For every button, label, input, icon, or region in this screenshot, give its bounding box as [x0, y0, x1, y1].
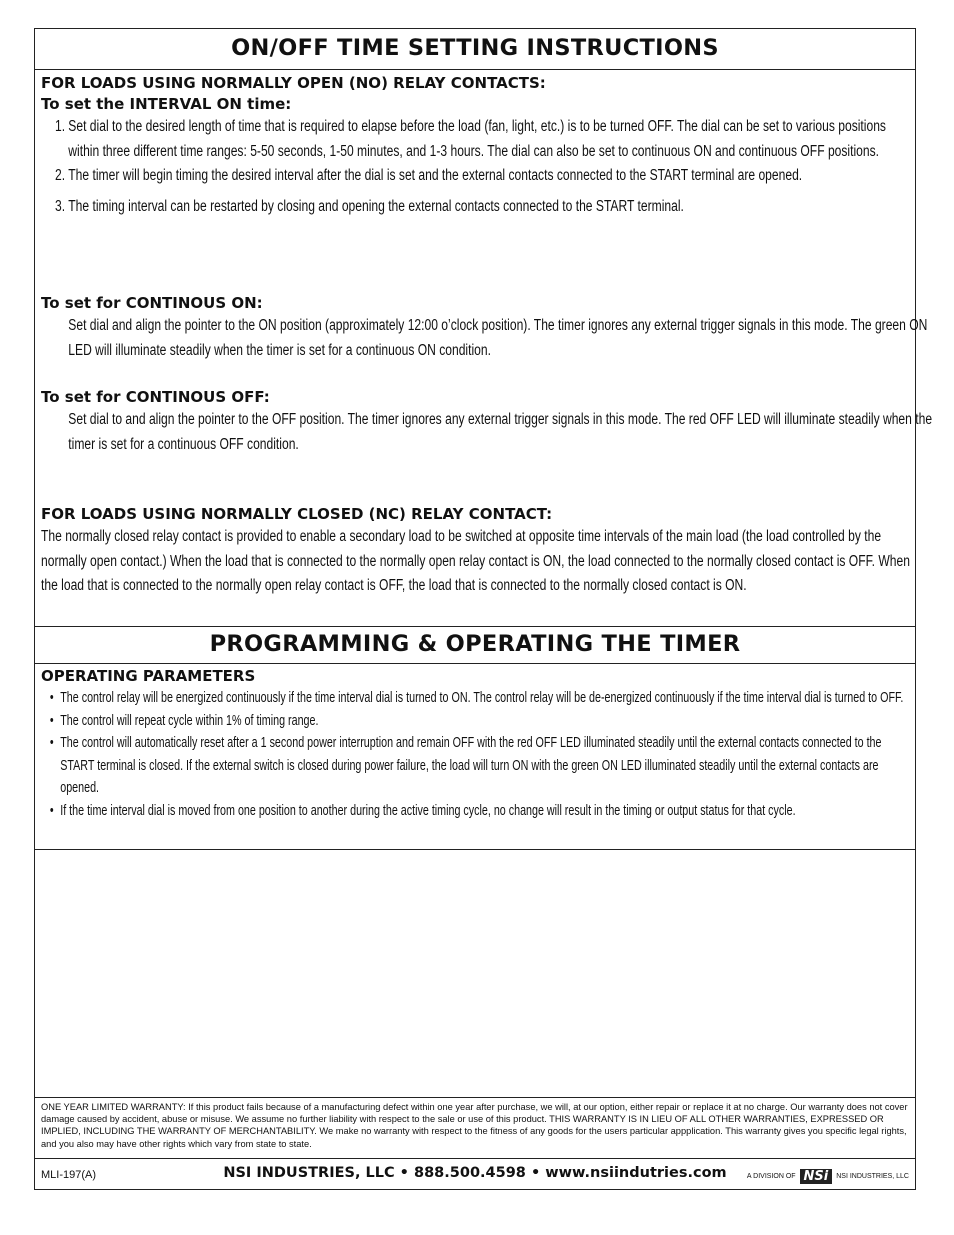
operating-parameters-section	[35, 666, 915, 822]
nc-relay-section	[35, 504, 915, 599]
bullet-text: The control will automatically reset after a 1 second power interruption and remain OFF with the red OFF LED illuminated steadily until the external contacts connected to the START terminal is closed. If the external switch is closed during power failure, the load will turn ON with the green ON LED illuminated steadily until the external contacts are opened.	[60, 735, 882, 796]
continuous-on-text: Set dial and align the pointer to the ON position (approximately 12:00 o’clock position). The timer ignores any external trigger signals in this mode. The green ON LED will illuminate steadily when the timer is set for a continuous ON condition.	[68, 317, 928, 359]
step-item	[41, 164, 914, 189]
section-header-programming: PROGRAMMING & OPERATING THE TIMER	[35, 626, 915, 664]
document-frame	[34, 28, 933, 1190]
footer	[35, 1161, 915, 1191]
section-header-time-setting: ON/OFF TIME SETTING INSTRUCTIONS	[35, 29, 915, 70]
division-mark	[747, 1169, 909, 1184]
step-text: Set dial to the desired length of time that is required to elapse before the load (fan, light, etc.) is to be turned OFF. The dial can be set to various positions within three different time ranges: 5-50 seconds, 1-50 minutes, and 1-3 hours. The dial can also be set to continuous ON and continuous OFF positions.	[68, 118, 886, 160]
operating-parameters-heading: OPERATING PARAMETERS	[41, 667, 256, 685]
bullet-item	[41, 732, 914, 800]
continuous-on-section	[35, 293, 928, 363]
division-company: NSI INDUSTRIES, LLC	[836, 1173, 909, 1180]
nc-relay-text: The normally closed relay contact is provided to enable a secondary load to be switched at opposite time intervals of the main load (the load controlled by the normally open contact.) When the load that is connected to the normally open relay contact is ON, the load connected to the normally closed contact is OFF. When the load that is connected to the normally open relay contact is OFF, the load that is connected to the normally closed contact is ON.	[41, 528, 910, 594]
continuous-on-heading: To set for CONTINOUS ON:	[41, 294, 263, 312]
interval-on-heading: To set the INTERVAL ON time:	[41, 95, 292, 113]
continuous-off-heading: To set for CONTINOUS OFF:	[41, 388, 270, 406]
interval-steps	[41, 115, 914, 219]
bullet-dot: •	[49, 735, 54, 751]
step-number: 1.	[55, 118, 66, 135]
step-number: 3.	[55, 197, 66, 215]
step-item	[41, 195, 914, 220]
bullet-text: If the time interval dial is moved from one position to another during the active timing cycle, no change will result in the timing or output status for that cycle.	[60, 802, 796, 819]
no-relay-section	[35, 73, 915, 219]
no-relay-heading: FOR LOADS USING NORMALLY OPEN (NO) RELAY CONTACTS:	[41, 74, 546, 92]
step-number: 2.	[55, 167, 66, 184]
bullet-text: The control will repeat cycle within 1% of timing range.	[60, 712, 319, 729]
bullet-dot: •	[49, 690, 54, 706]
bullet-item	[41, 710, 914, 733]
section-divider	[35, 849, 915, 850]
nsi-logo: NSi	[800, 1169, 833, 1184]
bullet-item	[41, 800, 914, 823]
step-text: The timing interval can be restarted by closing and opening the external contacts connected to the START terminal.	[68, 197, 684, 215]
operating-bullets	[41, 687, 914, 822]
warranty-text: ONE YEAR LIMITED WARRANTY: If this product fails because of a manufacturing defect within one year after purchase, we will, at our option, either repair or replace it at no charge. Our warranty does not cover damage caused by accident, abuse or misuse. We assume no further liability with respect to the sale or use of this product. THIS WARRANTY IS IN LIEU OF ALL OTHER WARRANTIES, EXPRESSED OR IMPLIED, INCLUDING THE WARRANTY OF MERCHANTABILITY. We make no warranty with respect to the fitness of any goods for the users particular appplication. This warranty gives you specific legal rights, and you also may have other rights which vary from state to state.	[35, 1097, 915, 1159]
continuous-off-text: Set dial to and align the pointer to the OFF position. The timer ignores any external trigger signals in this mode. The red OFF LED will illuminate steadily when the timer is set for a continuous OFF condition.	[68, 411, 933, 453]
bullet-dot: •	[49, 712, 54, 729]
step-item	[41, 115, 914, 164]
document-code: MLI-197(A)	[41, 1169, 97, 1181]
continuous-off-section	[35, 387, 933, 457]
contact-line: NSI INDUSTRIES, LLC • 888.500.4598 • www.nsiindutries.com	[223, 1165, 727, 1181]
nc-relay-heading: FOR LOADS USING NORMALLY CLOSED (NC) RELAY CONTACT:	[41, 505, 553, 523]
division-label: A DIVISION OF	[746, 1173, 796, 1180]
step-text: The timer will begin timing the desired interval after the dial is set and the external contacts connected to the START terminal are opened.	[68, 167, 803, 184]
bullet-item	[41, 687, 914, 710]
bullet-text: The control relay will be energized continuously if the time interval dial is turned to ON. The control relay will be de-energized continuously if the time interval dial is turned to OFF.	[60, 690, 904, 706]
bullet-dot: •	[49, 802, 54, 819]
